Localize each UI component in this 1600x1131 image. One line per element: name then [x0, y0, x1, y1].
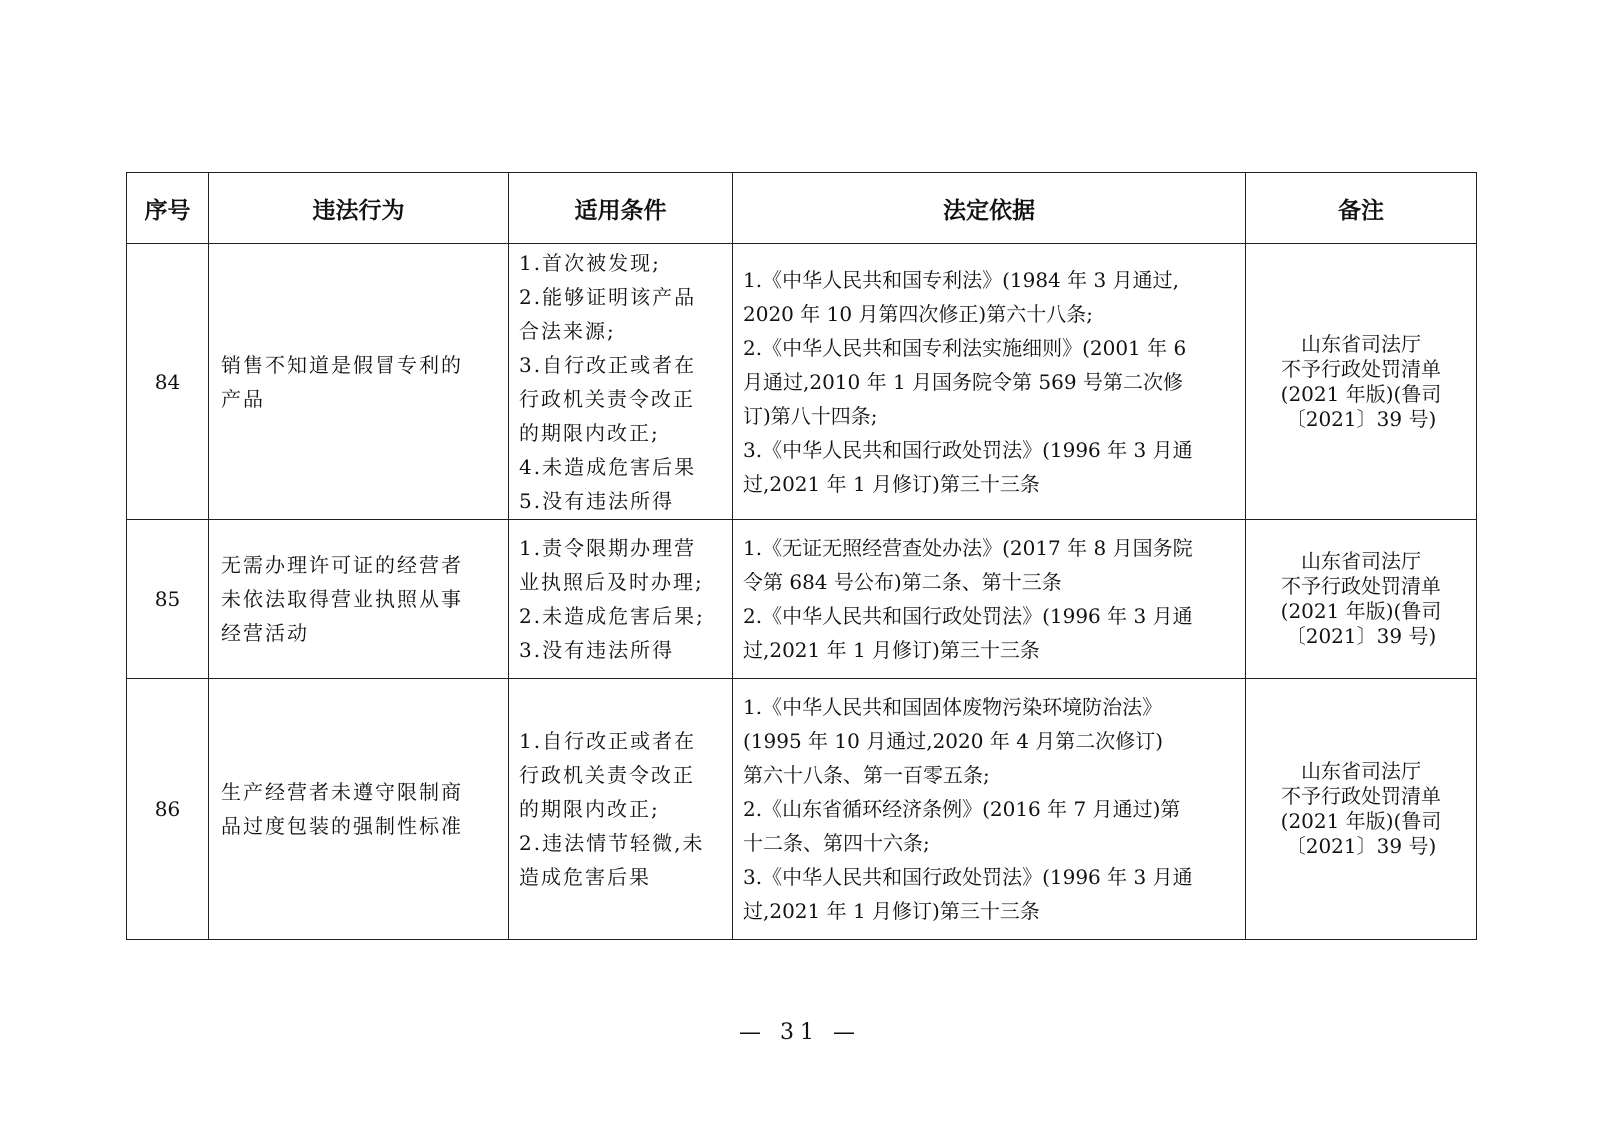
- legal-basis-line: 1.《中华人民共和国专利法》(1984 年 3 月通过,: [743, 267, 1179, 292]
- condition-line: 3.自行改正或者在: [519, 352, 697, 377]
- remarks-cell: [1246, 679, 1477, 940]
- header-remarks: 备注: [1246, 173, 1477, 244]
- remarks-cell: [1246, 244, 1477, 520]
- condition-line: 1.自行改正或者在: [519, 729, 697, 753]
- page-number: — 31 —: [739, 1020, 861, 1045]
- condition-line: 3.没有违法所得: [519, 638, 675, 662]
- remarks-line: (2021 年版)(鲁司: [1280, 599, 1442, 623]
- condition-line: 造成危害后果: [519, 865, 651, 889]
- legal-basis-line: 令第 684 号公布)第二条、第十三条: [743, 570, 1062, 594]
- violation-line: 无需办理许可证的经营者: [221, 553, 463, 577]
- header-conditions: 适用条件: [509, 173, 733, 244]
- header-legal-basis: 法定依据: [733, 173, 1246, 244]
- violation-line: 品过度包装的强制性标准: [221, 814, 463, 838]
- row-number: 85: [127, 520, 209, 679]
- conditions-cell: [509, 520, 733, 679]
- condition-line: 业执照后及时办理;: [519, 570, 704, 594]
- legal-basis-cell: [733, 679, 1246, 940]
- header-serial-number: 序号: [127, 173, 209, 244]
- condition-line: 2.未造成危害后果;: [519, 604, 705, 628]
- violation-line: 未依法取得营业执照从事: [221, 587, 463, 611]
- remarks-line: 不予行政处罚清单: [1281, 574, 1441, 598]
- legal-basis-line: 3.《中华人民共和国行政处罚法》(1996 年 3 月通: [743, 437, 1193, 462]
- legal-basis-line: 1.《中华人民共和国固体废物污染环境防治法》: [743, 695, 1163, 719]
- condition-line: 2.违法情节轻微,未: [519, 831, 705, 855]
- row-number: 84: [127, 244, 209, 520]
- violation-line: 经营活动: [221, 621, 309, 645]
- condition-line: 2.能够证明该产品: [519, 284, 697, 309]
- legal-basis-line: 第六十八条、第一百零五条;: [743, 763, 990, 787]
- violation-cell: [209, 679, 509, 940]
- row-number: 86: [127, 679, 209, 940]
- legal-basis-line: 过,2021 年 1 月修订)第三十三条: [743, 899, 1040, 923]
- legal-basis-line: 订)第八十四条;: [743, 403, 878, 428]
- legal-basis-line: 过,2021 年 1 月修订)第三十三条: [743, 471, 1040, 496]
- condition-line: 行政机关责令改正: [519, 386, 695, 411]
- remarks-line: 〔2021〕39 号): [1285, 834, 1437, 858]
- legal-basis-cell: [733, 520, 1246, 679]
- violation-line: 生产经营者未遵守限制商: [221, 780, 463, 804]
- legal-basis-line: 2.《中华人民共和国专利法实施细则》(2001 年 6: [743, 335, 1187, 360]
- condition-line: 1.责令限期办理营: [519, 536, 697, 560]
- legal-basis-line: 2.《山东省循环经济条例》(2016 年 7 月通过)第: [743, 797, 1181, 821]
- condition-line: 5.没有违法所得: [519, 488, 675, 513]
- remarks-line: 山东省司法厅: [1301, 759, 1421, 783]
- remarks-line: 山东省司法厅: [1301, 331, 1421, 356]
- violation-cell: [209, 244, 509, 520]
- table-row: [127, 244, 1477, 520]
- legal-basis-line: 月通过,2010 年 1 月国务院令第 569 号第二次修: [743, 369, 1183, 394]
- condition-line: 行政机关责令改正: [519, 763, 695, 787]
- table-row: [127, 679, 1477, 940]
- remarks-line: 〔2021〕39 号): [1285, 624, 1437, 648]
- violation-line: 产品: [221, 386, 265, 411]
- remarks-line: 不予行政处罚清单: [1281, 356, 1441, 381]
- remarks-line: (2021 年版)(鲁司: [1280, 809, 1442, 833]
- legal-basis-line: 过,2021 年 1 月修订)第三十三条: [743, 638, 1040, 662]
- conditions-cell: [509, 244, 733, 520]
- conditions-cell: [509, 679, 733, 940]
- header-violation: 违法行为: [209, 173, 509, 244]
- violation-cell: [209, 520, 509, 679]
- remarks-line: 〔2021〕39 号): [1285, 406, 1437, 431]
- condition-line: 1.首次被发现;: [519, 250, 661, 275]
- violation-line: 销售不知道是假冒专利的: [221, 352, 463, 377]
- penalty-exemption-table: [126, 172, 1477, 940]
- table-header-row: [127, 173, 1477, 244]
- legal-basis-cell: [733, 244, 1246, 520]
- table-row: [127, 520, 1477, 679]
- legal-basis-line: 3.《中华人民共和国行政处罚法》(1996 年 3 月通: [743, 865, 1193, 889]
- condition-line: 4.未造成危害后果: [519, 454, 697, 479]
- legal-basis-line: (1995 年 10 月通过,2020 年 4 月第二次修订): [743, 729, 1164, 753]
- legal-basis-line: 1.《无证无照经营查处办法》(2017 年 8 月国务院: [743, 536, 1193, 560]
- remarks-line: 不予行政处罚清单: [1281, 784, 1441, 808]
- legal-basis-line: 十二条、第四十六条;: [743, 831, 930, 855]
- remarks-line: (2021 年版)(鲁司: [1280, 381, 1442, 406]
- condition-line: 的期限内改正;: [519, 797, 660, 821]
- remarks-cell: [1246, 520, 1477, 679]
- condition-line: 合法来源;: [519, 318, 616, 343]
- remarks-line: 山东省司法厅: [1301, 549, 1421, 573]
- legal-basis-line: 2.《中华人民共和国行政处罚法》(1996 年 3 月通: [743, 604, 1193, 628]
- condition-line: 的期限内改正;: [519, 420, 660, 445]
- legal-basis-line: 2020 年 10 月第四次修正)第六十八条;: [743, 301, 1093, 326]
